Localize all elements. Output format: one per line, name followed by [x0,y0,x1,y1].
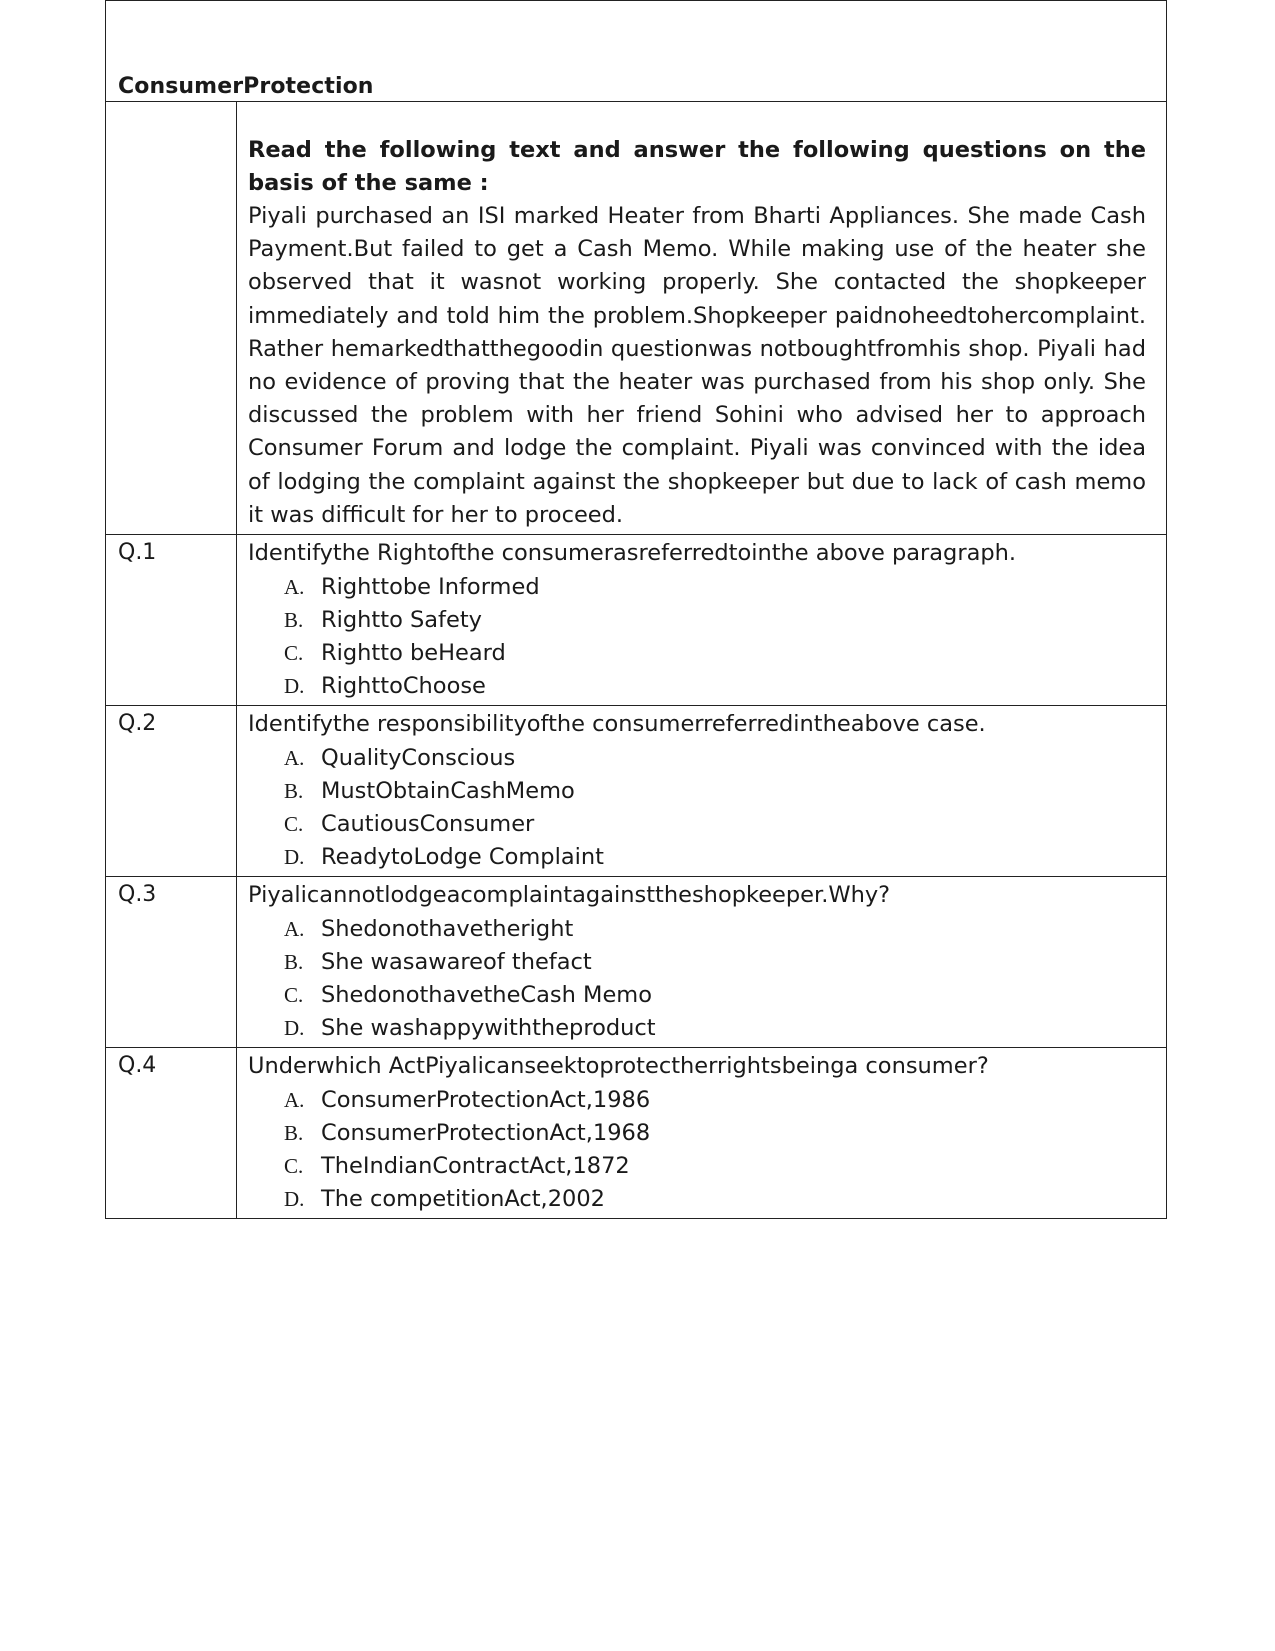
option-list [248,571,1152,703]
option-item[interactable] [284,946,1152,979]
title-row [106,1,1167,102]
option-text: ConsumerProtectionAct,1986 [321,1087,651,1114]
option-text: QualityConscious [321,745,516,772]
worksheet-table [105,0,1167,1219]
title-cell [106,1,1167,102]
option-text: RighttoChoose [321,673,486,700]
question-row [106,535,1167,706]
question-text: Identifythe responsibilityofthe consumerreferredintheabove case. [248,711,986,738]
option-text: MustObtainCashMemo [321,778,575,805]
option-item[interactable] [284,742,1152,775]
option-letter: A. [284,746,305,771]
option-text: ReadytoLodge Complaint [321,844,604,871]
option-letter: B. [284,1121,304,1146]
option-item[interactable] [284,775,1152,808]
option-text: CautiousConsumer [321,811,535,838]
option-text: The competitionAct,2002 [321,1186,605,1213]
option-text: Righttobe Informed [321,574,540,601]
option-letter: A. [284,575,305,600]
option-item[interactable] [284,979,1152,1012]
option-letter: C. [284,1154,304,1179]
option-text: TheIndianContractAct,1872 [321,1153,630,1180]
option-item[interactable] [284,1183,1152,1216]
option-letter: A. [284,1088,305,1113]
option-letter: D. [284,674,305,699]
question-cell [237,1048,1167,1219]
option-text: Rightto beHeard [321,640,506,667]
option-list [248,913,1152,1045]
option-list [248,1084,1152,1216]
option-item[interactable] [284,637,1152,670]
question-label: Q.4 [106,1048,237,1219]
option-text: Rightto Safety [321,607,482,634]
question-label: Q.2 [106,706,237,877]
option-item[interactable] [284,571,1152,604]
question-text: Identifythe Rightofthe consumerasreferredtointhe above paragraph. [248,540,1017,567]
option-item[interactable] [284,808,1152,841]
page-title: ConsumerProtection [118,74,374,99]
option-letter: A. [284,917,305,942]
passage-text: Piyali purchased an ISI marked Heater from Bharti Appliances. She made Cash Payment.But failed to get a Cash Memo. While making use of the heater she observed that it wasnot working properly. She contacted the shopkeeper immediately and told him the problem.Shopkeeper paidnoheedtohercomplaint. Rather hemarkedthatthegoodin questionwas notboughtfromhis shop. Piyali had no evidence of proving that the heater was purchased from his shop only. She discussed the problem with her friend Sohini who advised her to approach Consumer Forum and lodge the complaint. Piyali was convinced with the idea of lodging the complaint against the shopkeeper but due to lack of cash memo it was difficult for her to proceed. [248,203,1146,528]
option-letter: B. [284,950,304,975]
passage-cell [237,102,1167,535]
question-label: Q.1 [106,535,237,706]
option-item[interactable] [284,1012,1152,1045]
question-cell [237,877,1167,1048]
option-text: ConsumerProtectionAct,1968 [321,1120,651,1147]
option-item[interactable] [284,1150,1152,1183]
option-text: She washappywiththeproduct [321,1015,656,1042]
option-item[interactable] [284,841,1152,874]
question-row [106,1048,1167,1219]
option-letter: B. [284,608,304,633]
question-cell [237,706,1167,877]
question-text: Piyalicannotlodgeacomplaintagainsttheshopkeeper.Why? [248,882,891,909]
option-item[interactable] [284,670,1152,703]
option-letter: D. [284,1187,305,1212]
option-letter: C. [284,641,304,666]
option-item[interactable] [284,913,1152,946]
option-letter: D. [284,1016,305,1041]
option-letter: C. [284,983,304,1008]
passage-heading: Read the following text and answer the following questions on the basis of the same : [248,137,1146,196]
passage-row [106,102,1167,535]
option-list [248,742,1152,874]
option-letter: B. [284,779,304,804]
option-item[interactable] [284,1117,1152,1150]
option-text: ShedonothavetheCash Memo [321,982,652,1009]
option-item[interactable] [284,604,1152,637]
question-row [106,706,1167,877]
option-text: Shedonothavetheright [321,916,574,943]
option-letter: C. [284,812,304,837]
option-text: She wasawareof thefact [321,949,592,976]
question-label: Q.3 [106,877,237,1048]
question-text: Underwhich ActPiyalicanseektoprotectherrightsbeinga consumer? [248,1053,989,1080]
option-letter: D. [284,845,305,870]
question-cell [237,535,1167,706]
question-row [106,877,1167,1048]
option-item[interactable] [284,1084,1152,1117]
passage-label-cell [106,102,237,535]
